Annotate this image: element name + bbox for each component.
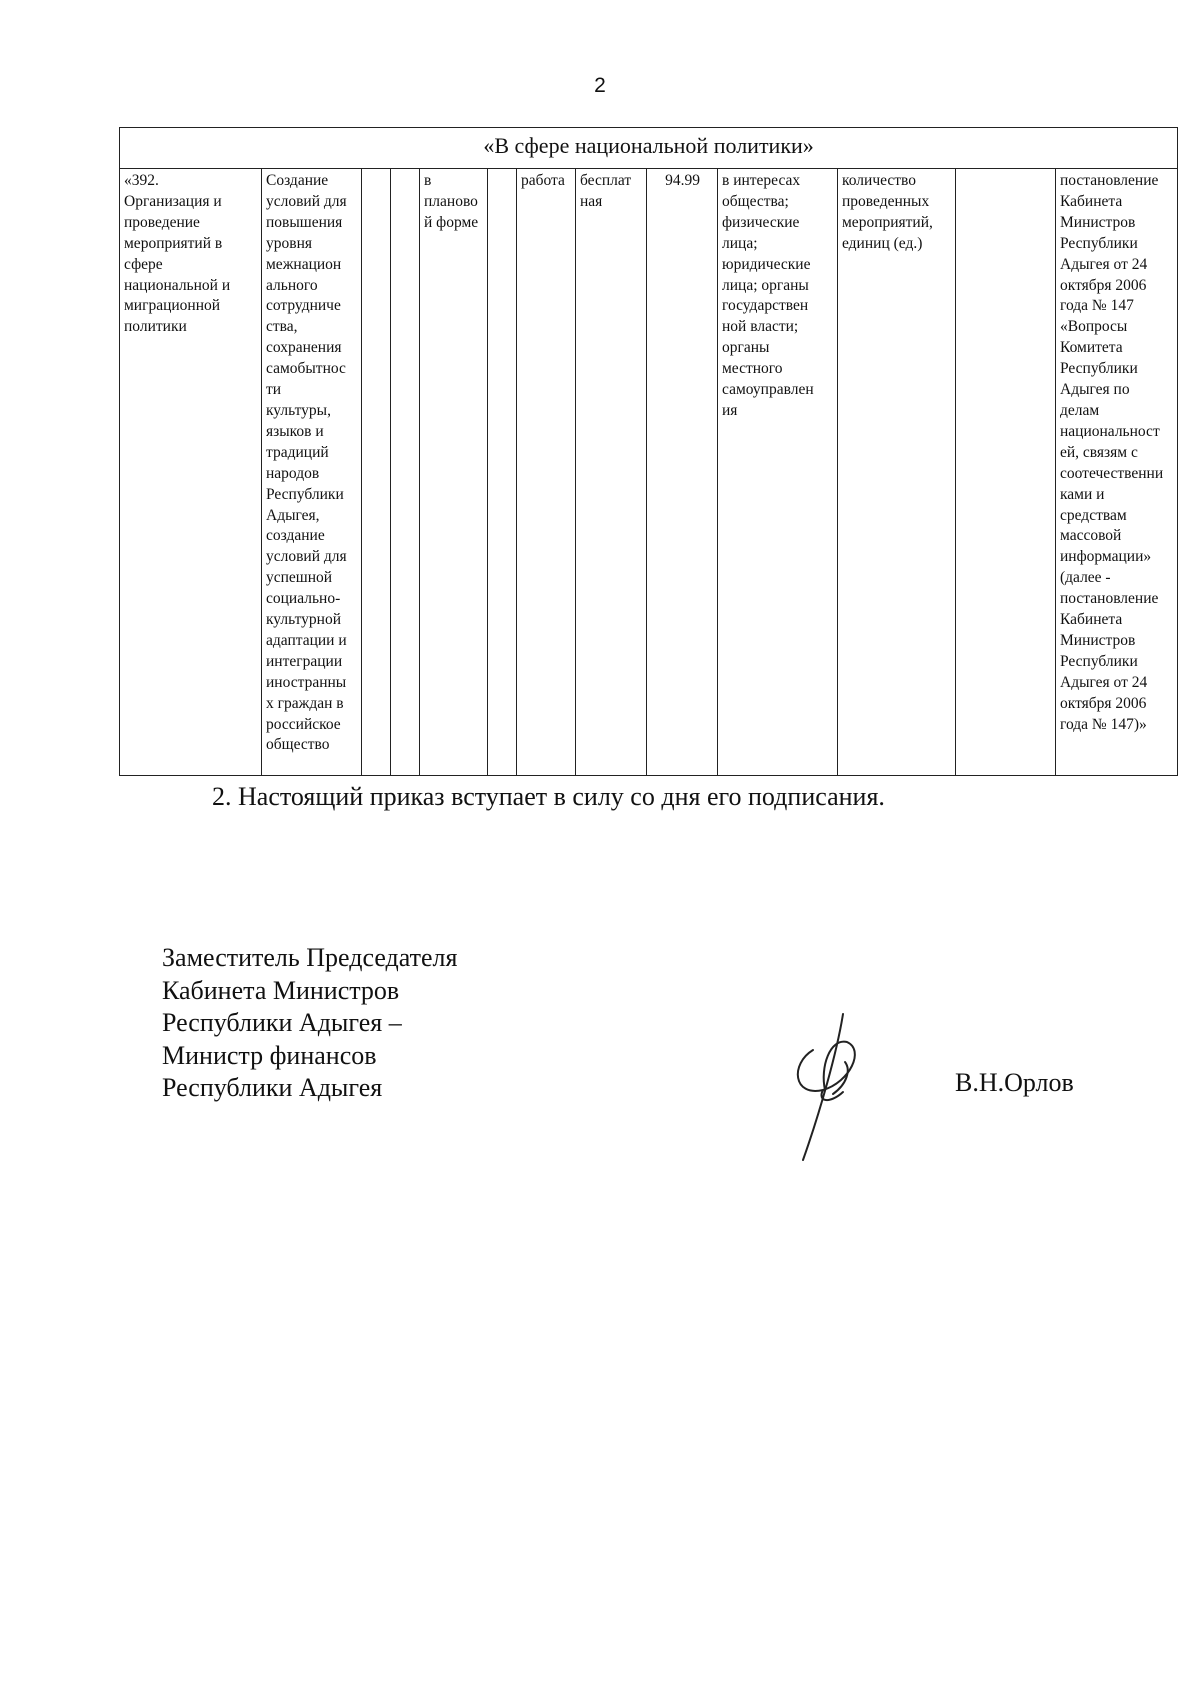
empty-cell [362, 169, 391, 776]
empty-cell [956, 169, 1056, 776]
type-cell: работа [517, 169, 576, 776]
consumers-cell: в интересах общества; физические лица; юридические лица; органы государствен ной власти; органы местного самоуправлен ия [718, 169, 838, 776]
table-row [120, 169, 1178, 776]
form-cell: в планово й форме [420, 169, 488, 776]
section-header-row [120, 128, 1178, 169]
legal-basis-cell: постановление Кабинета Министров Республики Адыгея от 24 октября 2006 года № 147 «Вопросы Комитета Республики Адыгея по делам национальност ей, связям с соотечественни ками и средствам массовой информации» (далее - постановление Кабинета Министров Республики Адыгея от 24 октября 2006 года № 147)» [1056, 169, 1178, 776]
section-title: «В сфере национальной политики» [120, 128, 1178, 169]
page-number: 2 [594, 74, 606, 97]
empty-cell [391, 169, 420, 776]
effect-clause: 2. Настоящий приказ вступает в силу со дня его подписания. [212, 782, 885, 811]
indicator-cell: количество проведенных мероприятий, единиц (ед.) [838, 169, 956, 776]
service-name-cell: «392. Организация и проведение мероприятий в сфере национальной и миграционной политики [120, 169, 262, 776]
empty-cell [488, 169, 517, 776]
code-cell: 94.99 [647, 169, 718, 776]
handwritten-signature [785, 1012, 880, 1162]
signatory-title: Заместитель Председателя Кабинета Министров Республики Адыгея – Министр финансов Республики Адыгея [162, 943, 458, 1102]
signer-name: В.Н.Орлов [955, 1068, 1074, 1097]
services-table [119, 127, 1178, 776]
purpose-cell: Создание условий для повышения уровня межнацион ального сотрудниче ства, сохранения самобытнос ти культуры, языков и традиций народов Республики Адыгея, создание условий для успешной социально- культурной адаптации и интеграции иностранны х граждан в российское общество [262, 169, 362, 776]
payment-cell: бесплат ная [576, 169, 647, 776]
